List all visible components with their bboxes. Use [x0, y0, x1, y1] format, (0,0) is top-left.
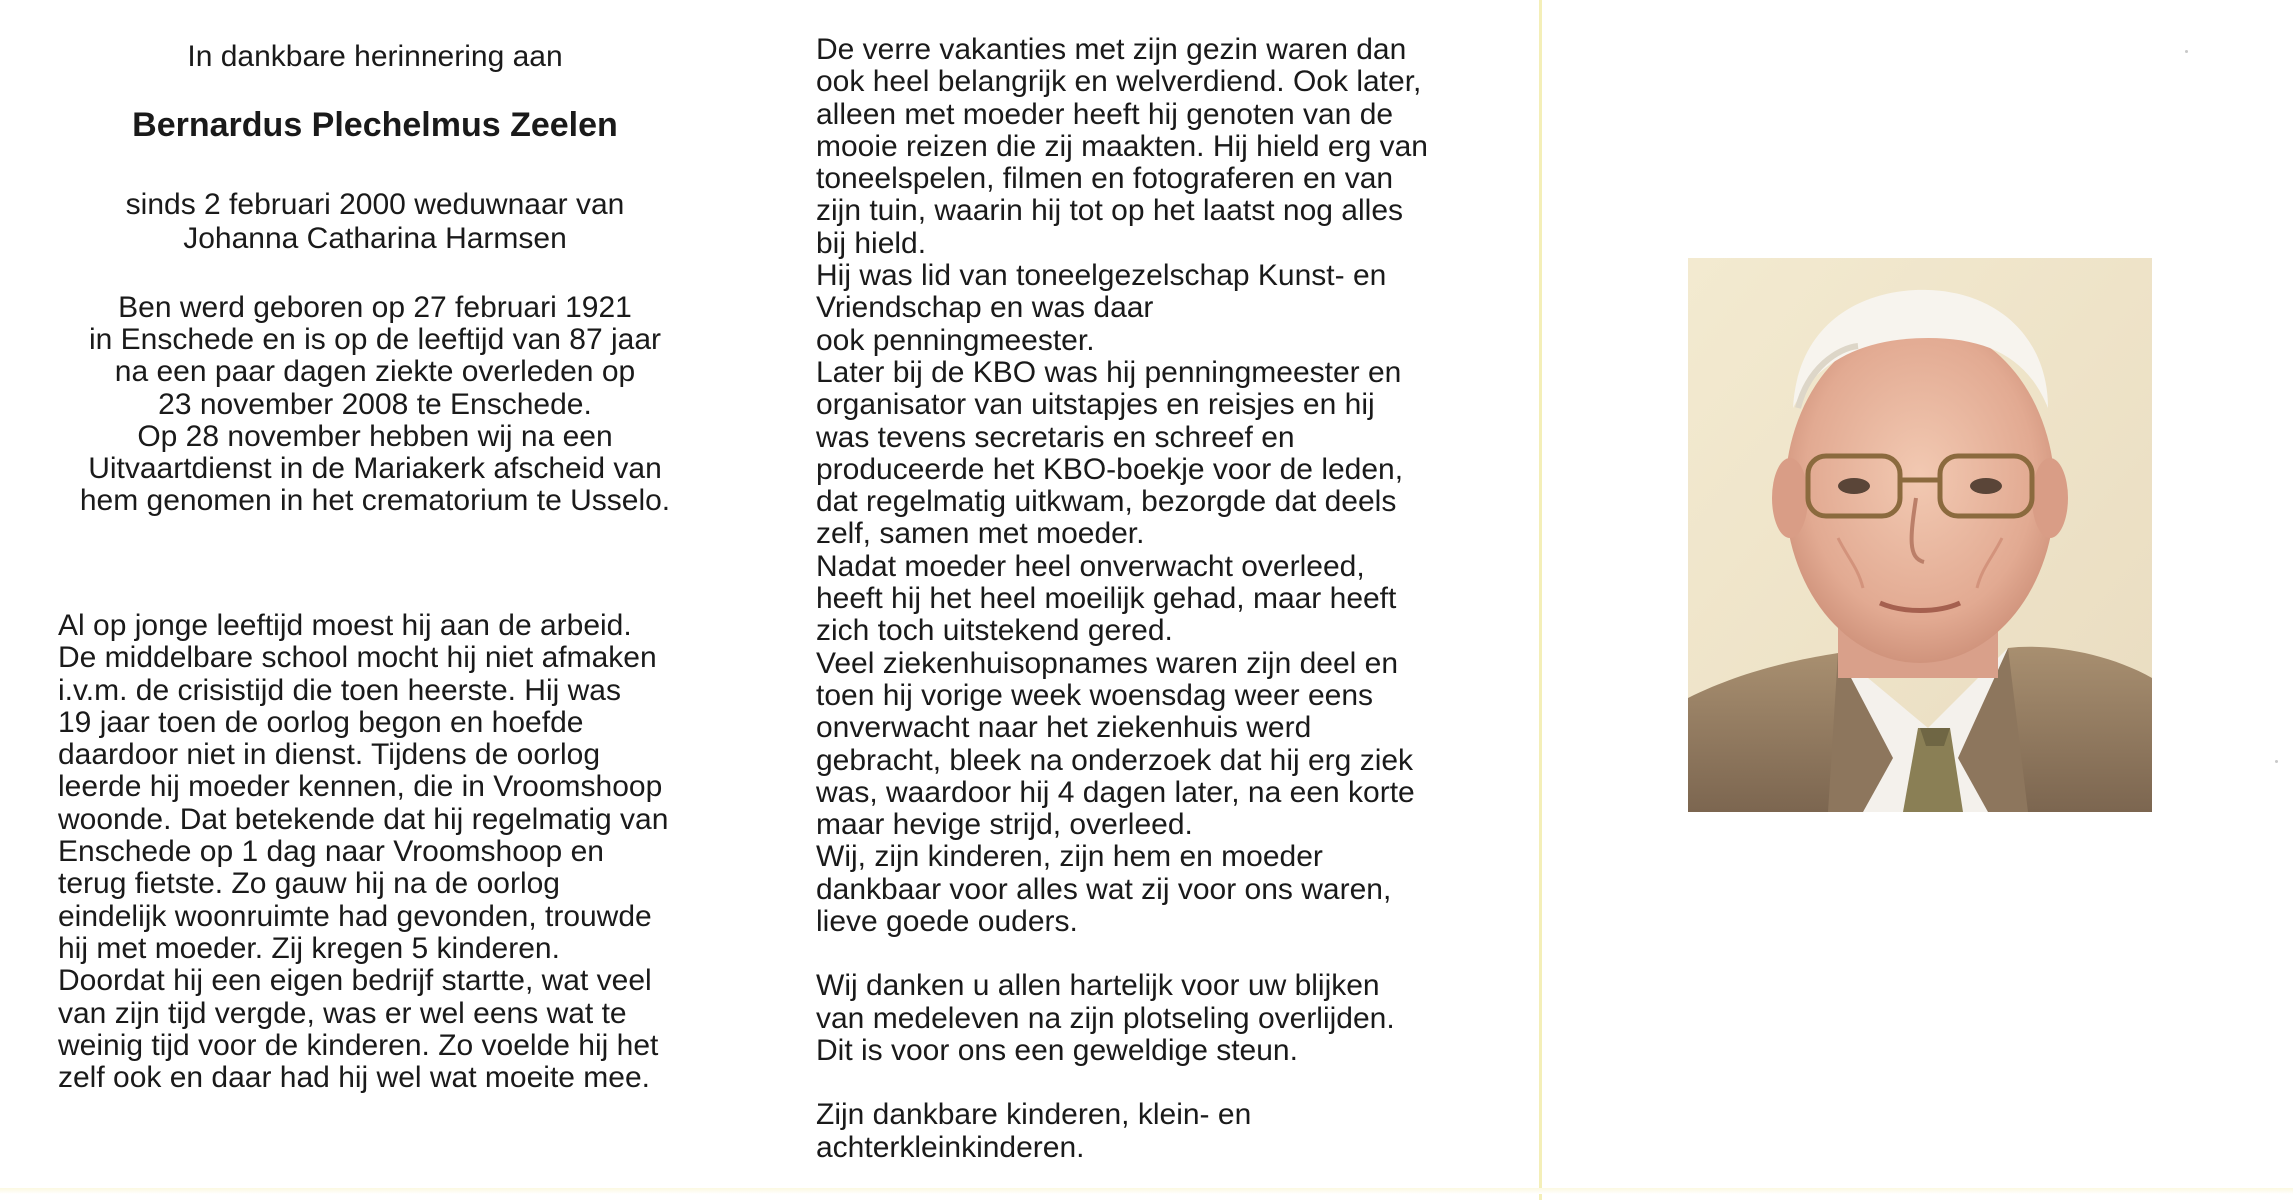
memorial-line: Hij was lid van toneelgezelschap Kunst- en — [816, 259, 1387, 293]
bio-line: in Enschede en is op de leeftijd van 87 jaar — [88, 323, 662, 357]
story-line: eindelijk woonruimte had gevonden, trouwde — [58, 899, 652, 933]
memorial-line: ook heel belangrijk en welverdiend. Ook later, — [816, 65, 1422, 99]
intro-text: In dankbare herinnering aan — [187, 40, 563, 73]
memorial-line: Later bij de KBO was hij penningmeester en — [816, 355, 1402, 389]
story-line: Enschede op 1 dag naar Vroomshoop en — [58, 835, 604, 869]
story-line: van zijn tijd vergde, was er wel eens wat te — [58, 996, 627, 1030]
memorial-line: dankbaar voor alles wat zij voor ons waren, — [816, 872, 1392, 906]
memorial-line: heeft hij het heel moeilijk gehad, maar heeft — [816, 582, 1397, 616]
memorial-line: Wij, zijn kinderen, zijn hem en moeder — [816, 840, 1323, 874]
memorial-text — [816, 34, 1428, 1164]
memorial-line: zijn tuin, waarin hij tot op het laatst nog alles — [816, 194, 1404, 228]
biography-summary — [0, 292, 750, 517]
story-line: 19 jaar toen de oorlog begon en hoefde — [58, 705, 584, 739]
memorial-line: dat regelmatig uitkwam, bezorgde dat deels — [816, 485, 1397, 519]
paper-speck — [2185, 50, 2188, 53]
story-line: Doordat hij een eigen bedrijf startte, wat veel — [58, 964, 652, 998]
bio-line: Ben werd geboren op 27 februari 1921 — [118, 291, 632, 324]
memorial-line: mooie reizen die zij maakten. Hij hield erg van — [816, 129, 1428, 163]
paragraph-gap — [816, 938, 1428, 970]
life-story — [58, 610, 668, 1094]
memorial-line: alleen met moeder heeft hij genoten van de — [816, 97, 1394, 131]
memorial-line: organisator van uitstapjes en reisjes en hij — [816, 388, 1375, 422]
story-line: daardoor niet in dienst. Tijdens de oorlog — [58, 738, 601, 772]
memorial-line: zich toch uitstekend gered. — [816, 614, 1173, 648]
portrait-photo — [1688, 258, 2152, 812]
memorial-line: produceerde het KBO-boekje voor de leden, — [816, 452, 1404, 486]
left-panel — [0, 0, 782, 1200]
memorial-line: toen hij vorige week woensdag weer eens — [816, 678, 1374, 712]
bio-line: Op 28 november hebben wij na een — [137, 419, 613, 453]
memorial-line: De verre vakanties met zijn gezin waren dan — [816, 33, 1407, 66]
right-panel — [1545, 0, 2293, 1200]
memorial-line: onverwacht naar het ziekenhuis werd — [816, 711, 1312, 745]
story-line: weinig tijd voor de kinderen. Zo voelde hij het — [58, 1028, 659, 1062]
memorial-line: zelf, samen met moeder. — [816, 517, 1145, 551]
memorial-line: Nadat moeder heel onverwacht overleed, — [816, 549, 1365, 583]
story-line: terug fietste. Zo gauw hij na de oorlog — [58, 867, 560, 901]
memorial-line: toneelspelen, filmen en fotograferen en van — [816, 162, 1394, 196]
bio-line: hem genomen in het crematorium te Usselo. — [79, 484, 671, 518]
portrait-drawing — [1688, 258, 2152, 812]
paragraph-gap — [816, 1067, 1428, 1099]
story-line: i.v.m. de crisistijd die toen heerste. Hij was — [58, 673, 621, 707]
story-line: woonde. Dat betekende dat hij regelmatig van — [58, 802, 669, 836]
memorial-line: was, waardoor hij 4 dagen later, na een korte — [816, 775, 1415, 809]
paper-speck — [2275, 760, 2278, 763]
signature-line: achterkleinkinderen. — [816, 1130, 1085, 1164]
story-line: De middelbare school mocht hij niet afmaken — [58, 641, 657, 675]
memorial-line: maar hevige strijd, overleed. — [816, 808, 1193, 842]
story-line: zelf ook en daar had hij wel wat moeite mee. — [58, 1061, 650, 1095]
deceased-name: Bernardus Plechelmus Zeelen — [132, 106, 618, 144]
card-fold-edge — [0, 1188, 2293, 1194]
story-line: Al op jonge leeftijd moest hij aan de arbeid. — [58, 609, 632, 642]
widower-line: sinds 2 februari 2000 weduwnaar van — [125, 188, 625, 221]
memorial-line: Veel ziekenhuisopnames waren zijn deel en — [816, 646, 1399, 680]
story-line: leerde hij moeder kennen, die in Vroomshoop — [58, 770, 663, 804]
thanks-line: Wij danken u allen hartelijk voor uw blijken — [816, 969, 1380, 1003]
widower-statement — [0, 188, 750, 256]
memorial-line: Vriendschap en was daar — [816, 291, 1154, 325]
memorial-line: lieve goede ouders. — [816, 905, 1078, 939]
thanks-line: van medeleven na zijn plotseling overlijden. — [816, 1001, 1395, 1035]
memorial-line: bij hield. — [816, 226, 927, 260]
widower-line: Johanna Catharina Harmsen — [183, 222, 567, 255]
bio-line: Uitvaartdienst in de Mariakerk afscheid van — [88, 452, 662, 486]
story-line: hij met moeder. Zij kregen 5 kinderen. — [58, 931, 560, 965]
bio-line: 23 november 2008 te Enschede. — [158, 387, 592, 421]
memorial-line: ook penningmeester. — [816, 323, 1095, 357]
thanks-line: Dit is voor ons een geweldige steun. — [816, 1033, 1298, 1067]
memorial-line: was tevens secretaris en schreef en — [816, 420, 1295, 454]
memorial-line: gebracht, bleek na onderzoek dat hij erg ziek — [816, 743, 1414, 777]
middle-panel — [782, 0, 1542, 1200]
bio-line: na een paar dagen ziekte overleden op — [114, 355, 636, 389]
signature-line: Zijn dankbare kinderen, klein- en — [816, 1098, 1252, 1132]
